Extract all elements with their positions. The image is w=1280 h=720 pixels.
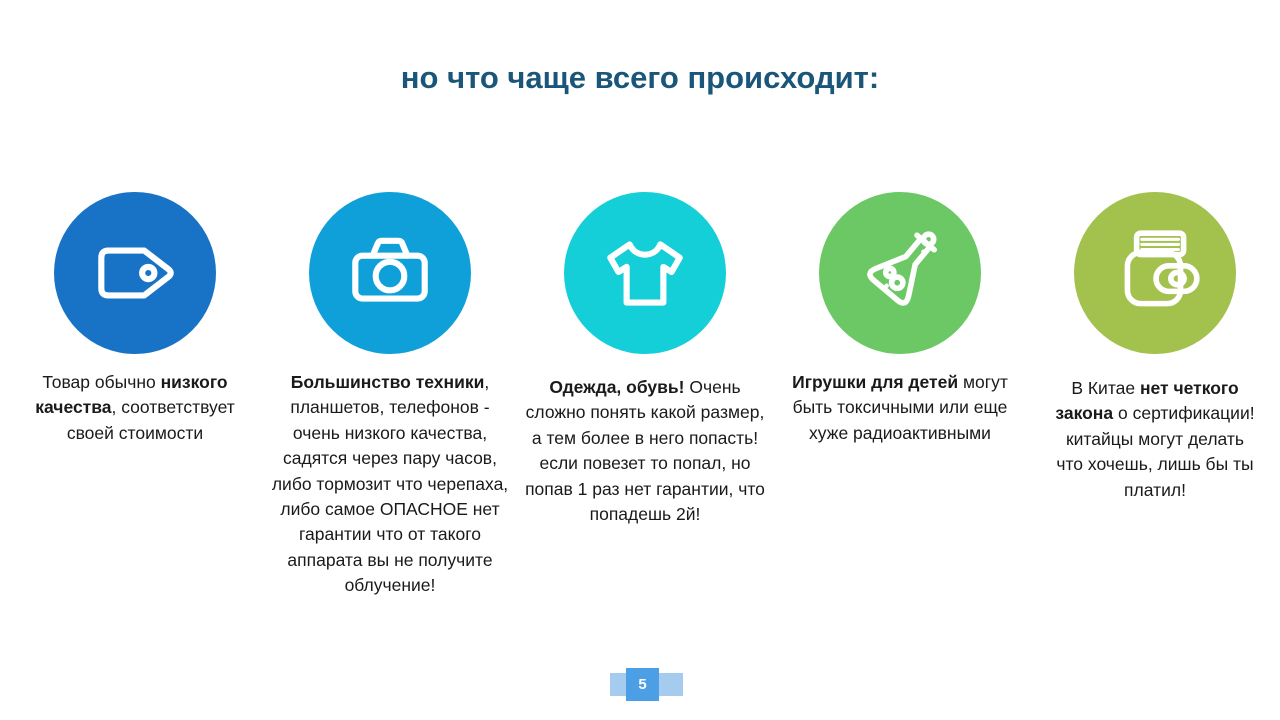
- text-segment: Очень сложно понять какой размер, а тем более в него попасть! если повезет то попал, но попав 1 раз нет гарантии, что попадешь 2й!: [525, 377, 765, 524]
- text-segment-bold: Игрушки для детей: [792, 372, 959, 392]
- column-text: [10, 370, 260, 446]
- text-segment: Товар обычно: [42, 372, 161, 392]
- column-electronics: [265, 192, 515, 598]
- column-toys: [775, 192, 1025, 598]
- slide-title: но что чаще всего происходит:: [400, 60, 880, 95]
- text-segment-bold: Одежда, обувь!: [549, 377, 685, 397]
- chemistry-flask-icon: [851, 224, 949, 322]
- page-number-badge: [610, 668, 683, 701]
- column-law: [1030, 192, 1280, 598]
- column-text: [525, 375, 765, 527]
- wallet-circle: [1074, 192, 1236, 354]
- text-segment-bold: нет четкого закона: [1055, 378, 1239, 424]
- camera-circle: [309, 192, 471, 354]
- icon-columns: [10, 192, 1280, 598]
- column-text: [265, 370, 515, 598]
- flask-circle: [819, 192, 981, 354]
- wallet-icon: [1106, 224, 1204, 322]
- text-segment: о сертификации! китайцы могут делать что хочешь, лишь бы ты платил!: [1056, 403, 1255, 500]
- column-quality: [10, 192, 260, 598]
- text-segment: могут быть токсичными или еще хуже радиоактивными: [792, 372, 1008, 443]
- text-segment: , соответствует своей стоимости: [66, 397, 235, 443]
- price-tag-circle: [54, 192, 216, 354]
- text-segment-bold: низкого качества: [35, 372, 228, 418]
- tshirt-icon: [596, 224, 694, 322]
- badge-right-wing: [659, 673, 683, 696]
- column-text: [775, 370, 1025, 446]
- text-segment: В Китае: [1071, 378, 1140, 398]
- tshirt-circle: [564, 192, 726, 354]
- camera-icon: [341, 224, 439, 322]
- page-number: 5: [626, 668, 659, 701]
- badge-left-wing: [610, 673, 626, 696]
- text-segment-bold: Большинство техники: [290, 372, 485, 392]
- column-text: [1055, 376, 1255, 503]
- column-clothes: [520, 192, 770, 598]
- text-segment: , планшетов, телефонов - очень низкого качества, садятся через пару часов, либо тормозит что черепаха, либо самое ОПАСНОЕ нет гарантии что от такого аппарата вы не получите облучение!: [271, 372, 509, 595]
- price-tag-icon: [86, 224, 184, 322]
